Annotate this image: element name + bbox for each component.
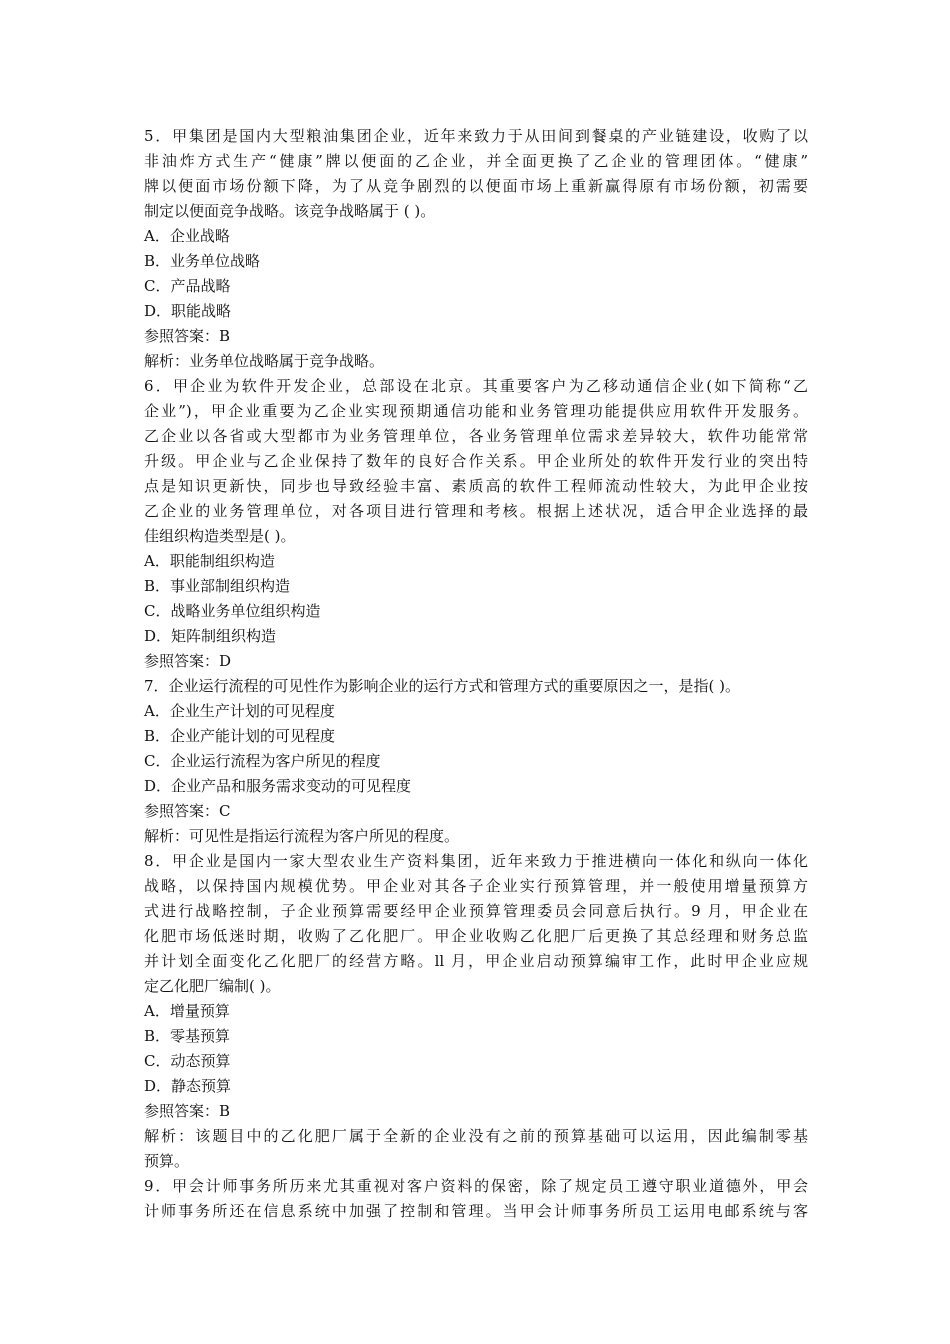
text-line: 并计划全面变化乙化肥厂的经营方略。ll 月，甲企业启动预算编审工作，此时甲企业应规 <box>144 952 808 970</box>
text-line: 计师事务所还在信息系统中加强了控制和管理。当甲会计师事务所员工运用电邮系统与客 <box>144 1202 808 1220</box>
answer-line: 参照答案：B <box>144 1102 231 1120</box>
text-line: 化肥市场低迷时期，收购了乙化肥厂。甲企业收购乙化肥厂后更换了其总经理和财务总监 <box>144 927 808 945</box>
option-line: B．企业产能计划的可见程度 <box>144 727 336 745</box>
explanation-line: 解析：业务单位战略属于竞争战略。 <box>144 352 385 370</box>
option-line: D．静态预算 <box>144 1077 232 1095</box>
answer-line: 参照答案：B <box>144 327 231 345</box>
option-line: C．产品战略 <box>144 277 231 295</box>
text-line: 式进行战略控制，子企业预算需要经甲企业预算管理委员会同意后执行。9 月，甲企业在 <box>144 902 808 920</box>
text-line: 点是知识更新快，同步也导致经验丰富、素质高的软件工程师流动性较大，为此甲企业按 <box>144 477 808 495</box>
explanation-line: 解析：可见性是指运行流程为客户所见的程度。 <box>144 827 460 845</box>
text-line: 6．甲企业为软件开发企业，总部设在北京。其重要客户为乙移动通信企业(如下简称“乙 <box>144 377 808 395</box>
text-line: 8．甲企业是国内一家大型农业生产资料集团，近年来致力于推进横向一体化和纵向一体化 <box>144 852 808 870</box>
option-line: B．事业部制组织构造 <box>144 577 291 595</box>
option-line: D．企业产品和服务需求变动的可见程度 <box>144 777 412 795</box>
text-line: 牌以便面市场份额下降，为了从竞争剧烈的以便面市场上重新赢得原有市场份额，初需要 <box>144 177 808 195</box>
text-line: 乙企业以各省或大型都市为业务管理单位，各业务管理单位需求差异较大，软件功能常常 <box>144 427 808 445</box>
text-line: 定乙化肥厂编制( )。 <box>144 977 281 995</box>
text-line: 升级。甲企业与乙企业保持了数年的良好合作关系。甲企业所处的软件开发行业的突出特 <box>144 452 808 470</box>
option-line: D．职能战略 <box>144 302 232 320</box>
text-line: 制定以便面竞争战略。该竞争战略属于 ( )。 <box>144 202 436 220</box>
option-line: C．战略业务单位组织构造 <box>144 602 321 620</box>
explanation-line: 解析：该题目中的乙化肥厂属于全新的企业没有之前的预算基础可以运用，因此编制零基 <box>144 1127 808 1145</box>
option-line: A．职能制组织构造 <box>144 552 275 570</box>
text-line: 战略，以保持国内规模优势。甲企业对其各子企业实行预算管理，并一般使用增量预算方 <box>144 877 808 895</box>
answer-line: 参照答案：D <box>144 652 232 670</box>
answer-line: 参照答案：C <box>144 802 231 820</box>
text-line: 佳组织构造类型是( )。 <box>144 527 296 545</box>
option-line: B．业务单位战略 <box>144 252 261 270</box>
explanation-line: 预算。 <box>144 1152 190 1170</box>
option-line: D．矩阵制组织构造 <box>144 627 277 645</box>
option-line: C．动态预算 <box>144 1052 231 1070</box>
text-line: 9．甲会计师事务所历来尤其重视对客户资料的保密，除了规定员工遵守职业道德外，甲会 <box>144 1177 808 1195</box>
text-line: 企业”)，甲企业重要为乙企业实现预期通信功能和业务管理功能提供应用软件开发服务。 <box>144 402 808 420</box>
text-line: 7．企业运行流程的可见性作为影响企业的运行方式和管理方式的重要原因之一，是指( )。 <box>144 677 741 695</box>
document-page <box>144 124 808 1224</box>
option-line: A．增量预算 <box>144 1002 230 1020</box>
text-line: 5．甲集团是国内大型粮油集团企业，近年来致力于从田间到餐桌的产业链建设，收购了以 <box>144 127 808 145</box>
text-line: 非油炸方式生产“健康”牌以便面的乙企业，并全面更换了乙企业的管理团体。“健康” <box>144 152 808 170</box>
text-line: 乙企业的业务管理单位，对各项目进行管理和考核。根据上述状况，适合甲企业选择的最 <box>144 502 808 520</box>
option-line: B．零基预算 <box>144 1027 231 1045</box>
option-line: A．企业生产计划的可见程度 <box>144 702 335 720</box>
option-line: C．企业运行流程为客户所见的程度 <box>144 752 381 770</box>
option-line: A．企业战略 <box>144 227 230 245</box>
